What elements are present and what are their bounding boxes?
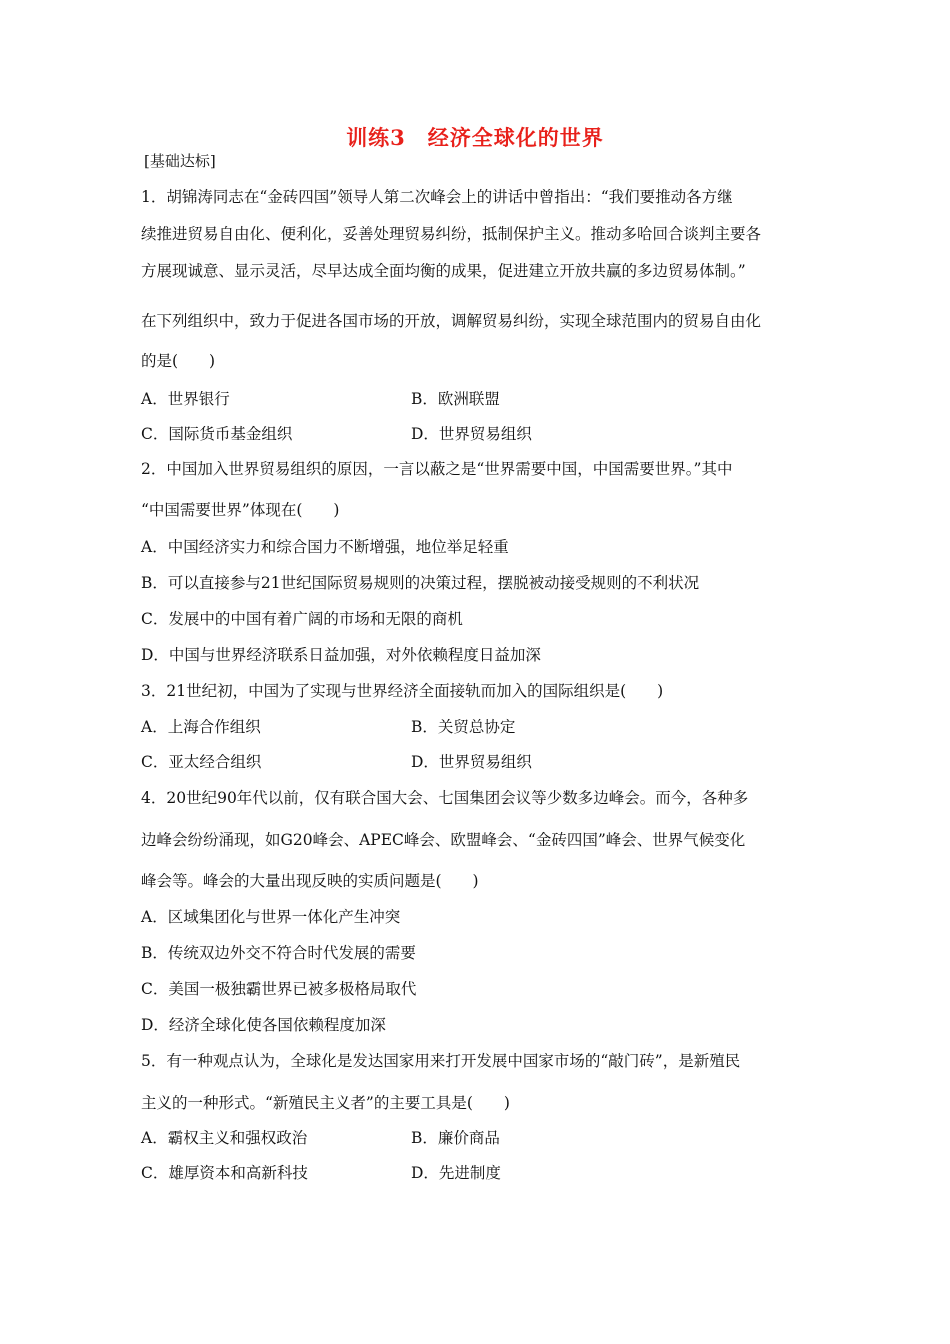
question-1-option-b: B．欧洲联盟 [411,390,500,408]
question-1-option-d: D．世界贸易组织 [411,425,532,443]
question-1-option-a: A．世界银行 [141,390,230,408]
question-4-line-1: 4．20世纪90年代以前，仅有联合国大会、七国集团会议等少数多边峰会。而今，各种多 [141,789,749,807]
question-2-line-2: “中国需要世界”体现在( ) [141,501,340,519]
question-5-option-a: A．霸权主义和强权政治 [141,1129,308,1147]
question-1-line-5: 的是( ) [141,352,216,370]
question-2-line-1: 2．中国加入世界贸易组织的原因，一言以蔽之是“世界需要中国，中国需要世界。”其中 [141,460,733,478]
question-2-option-b: B．可以直接参与21世纪国际贸易规则的决策过程，摆脱被动接受规则的不利状况 [141,574,700,592]
question-3-option-c: C．亚太经合组织 [141,753,262,771]
question-1-line-1: 1．胡锦涛同志在“金砖四国”领导人第二次峰会上的讲话中曾指出：“我们要推动各方继 [141,188,733,206]
question-5-line-2: 主义的一种形式。“新殖民主义者”的主要工具是( ) [141,1094,510,1112]
question-2-option-d: D．中国与世界经济联系日益加强，对外依赖程度日益加深 [141,646,541,664]
question-3-line-1: 3．21世纪初，中国为了实现与世界经济全面接轨而加入的国际组织是( ) [141,682,664,700]
question-5-line-1: 5．有一种观点认为，全球化是发达国家用来打开发展中国家市场的“敲门砖”，是新殖民 [141,1052,741,1070]
question-5-option-c: C．雄厚资本和高新科技 [141,1164,308,1182]
question-4-line-2: 边峰会纷纷涌现，如G20峰会、APEC峰会、欧盟峰会、“金砖四国”峰会、世界气候变化 [141,831,746,849]
section-label: [基础达标] [144,152,216,170]
question-2-option-a: A．中国经济实力和综合国力不断增强，地位举足轻重 [141,538,509,556]
question-1-line-2: 续推进贸易自由化、便利化，妥善处理贸易纠纷，抵制保护主义。推动多哈回合谈判主要各 [141,225,762,243]
question-3-option-d: D．世界贸易组织 [411,753,532,771]
question-1-option-c: C．国际货币基金组织 [141,425,293,443]
question-4-line-3: 峰会等。峰会的大量出现反映的实质问题是( ) [141,872,479,890]
question-4-option-c: C．美国一极独霸世界已被多极格局取代 [141,980,417,998]
page-title: 训练3 经济全球化的世界 [346,125,604,150]
question-1-line-3: 方展现诚意、显示灵活，尽早达成全面均衡的成果，促进建立开放共赢的多边贸易体制。” [141,262,746,280]
question-4-option-a: A．区域集团化与世界一体化产生冲突 [141,908,401,926]
question-5-option-b: B．廉价商品 [411,1129,500,1147]
question-3-option-a: A．上海合作组织 [141,718,261,736]
question-2-option-c: C．发展中的中国有着广阔的市场和无限的商机 [141,610,463,628]
question-4-option-d: D．经济全球化使各国依赖程度加深 [141,1016,386,1034]
question-3-option-b: B．关贸总协定 [411,718,516,736]
question-5-option-d: D．先进制度 [411,1164,501,1182]
question-4-option-b: B．传统双边外交不符合时代发展的需要 [141,944,416,962]
question-1-line-4: 在下列组织中，致力于促进各国市场的开放，调解贸易纠纷，实现全球范围内的贸易自由化 [141,312,762,330]
